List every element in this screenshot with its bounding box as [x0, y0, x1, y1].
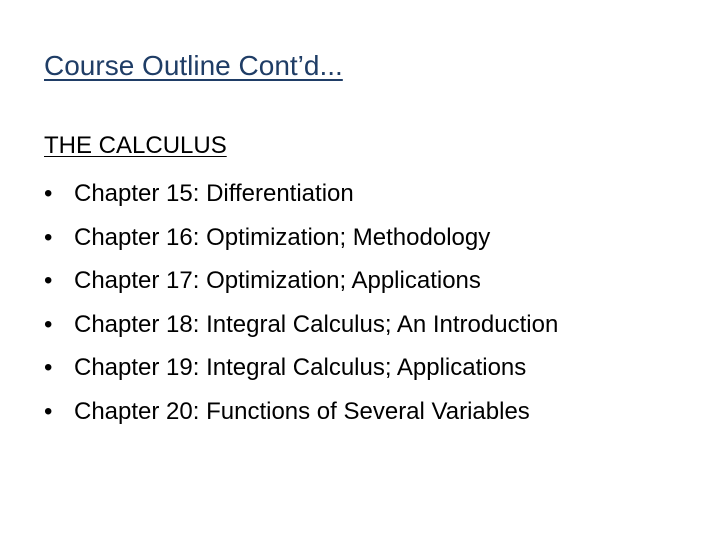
bullet: • [44, 397, 53, 425]
bullet: • [44, 180, 53, 207]
list-item [44, 216, 558, 260]
bullet: • [44, 310, 53, 338]
chapter-label: Chapter 18: Integral Calculus; An Introduction [74, 310, 559, 338]
list-item [44, 259, 558, 303]
chapter-list [44, 172, 558, 433]
bullet: • [44, 354, 53, 381]
list-item [44, 346, 558, 390]
list-item [44, 390, 558, 434]
chapter-label: Chapter 20: Functions of Several Variables [74, 397, 530, 425]
chapter-label: Chapter 17: Optimization; Applications [74, 267, 481, 294]
list-item [44, 172, 558, 216]
bullet: • [44, 223, 53, 251]
section-heading: THE CALCULUS [44, 132, 227, 159]
chapter-label: Chapter 19: Integral Calculus; Applications [74, 354, 527, 381]
chapter-label: Chapter 16: Optimization; Methodology [74, 223, 491, 251]
slide-title: Course Outline Cont’d... [44, 50, 343, 81]
bullet: • [44, 267, 53, 294]
list-item [44, 303, 558, 347]
chapter-label: Chapter 15: Differentiation [74, 180, 354, 207]
